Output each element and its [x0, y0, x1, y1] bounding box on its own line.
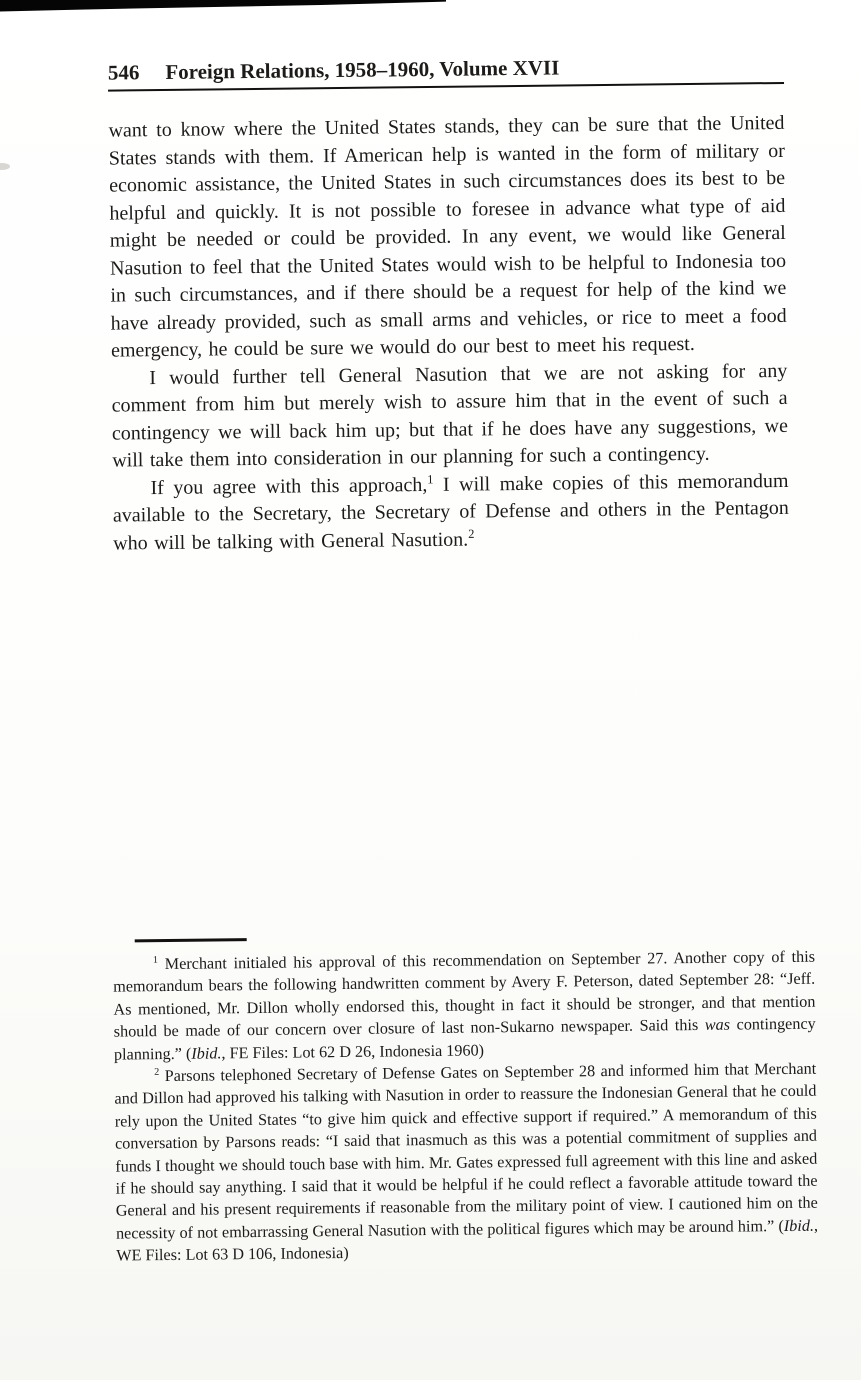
book-title: Foreign Relations, 1958–1960, Volume XVII: [165, 55, 560, 84]
page-number: 546: [107, 60, 140, 85]
footnote: $^1$ Merchant initialed his approval of this recommendation on September 27. Another copy of this memorandum bears the following handwritten comment by Avery F. Peterson, dated September 28: “Jeff. As mentioned, Mr. Dillon wholly endorsed this, thought in fact it should be stronger, and that mention should be made of our concern over closure of last non-Sukarno newspaper. Said this was contingency planning.” (Ibid., FE Files: Lot 62 D 26, Indonesia 1960): [113, 947, 816, 1064]
footnote: $^2$ Parsons telephoned Secretary of Defense Gates on September 28 and informed him that Merchant and Dillon had approved his talking with Nasution in order to reassure the Indonesian General that he could rely upon the United States “to give him quick and effective support if required.” A memorandum of this conversation by Parsons reads: “I said that inasmuch as this was a potential commitment of supplies and funds I thought we should touch base with him. Mr. Gates expressed full agreement with this line and asked if he should say anything. I said that it would be helpful if he could reflect a favorable attitude toward the General and his present requirements if reasonable from the military point of view. I cautioned him on the necessity of not embarrassing General Nasution with the political figures which may be around him.” (Ibid., WE Files: Lot 63 D 106, Indonesia): [114, 1059, 819, 1265]
running-header-text: [108, 52, 784, 86]
footnote-separator-rule: [135, 938, 247, 942]
body-paragraph: want to know where the United States stands, they can be sure that the United States stands with them. If American help is wanted in the form of military or economic assistance, the United States in such circumstances does its best to be helpful and quickly. It is not possible to foresee in advance what type of aid might be needed or could be provided. In any event, we would like General Nasution to feel that the United States would wish to be helpful to Indonesia too in such circumstances, and if there should be a request for help of the kind we have already provided, such as small arms and vehicles, or rice to meet a food emergency, he could be sure we would do our best to meet his request.: [108, 111, 787, 362]
running-header: [108, 52, 784, 100]
footnotes-section: [113, 932, 819, 1268]
body-paragraph: I would further tell General Nasution that we are not asking for any comment from him but merely wish to assure him that in the event of such a contingency we will back him up; but that if he does have any suggestions, we will take them into consideration in our planning for such a contingency.: [111, 359, 789, 472]
body-paragraph: If you agree with this approach,$^1$ I will make copies of this memorandum available to the Secretary, the Secretary of Defense and others in the Pentagon who will be talking with General Nasution.$^2$: [112, 469, 789, 555]
document-body: [108, 110, 789, 558]
